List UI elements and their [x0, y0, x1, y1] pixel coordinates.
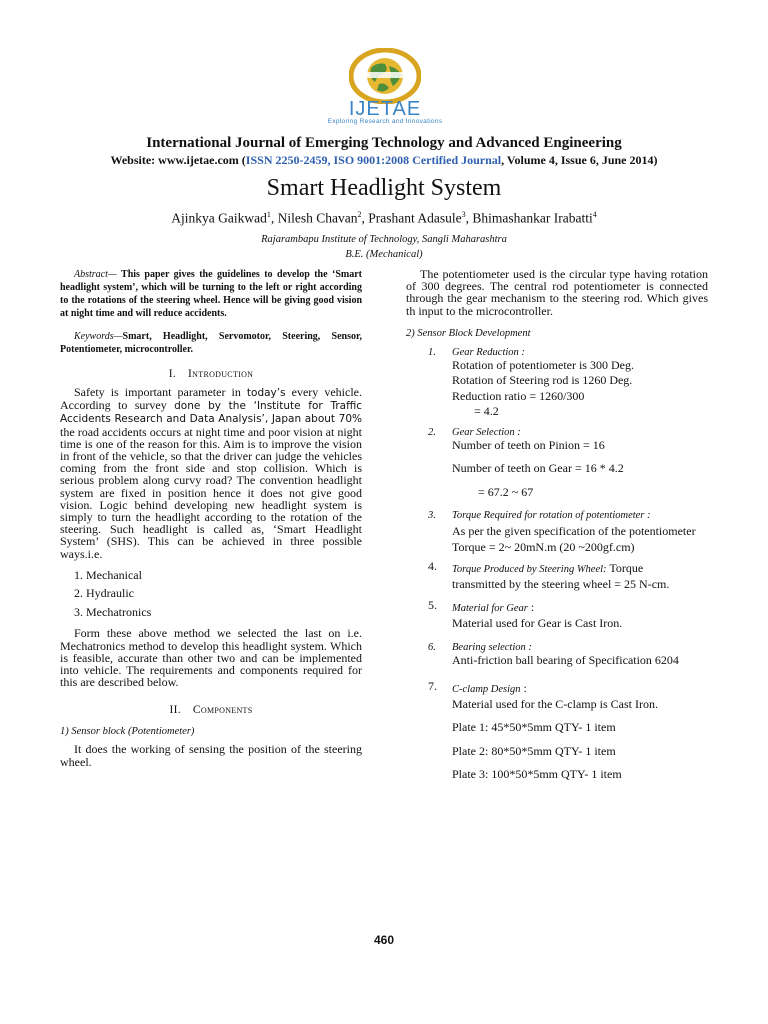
intro-paragraph-1	[60, 386, 362, 560]
item-line: Material used for Gear is Cast Iron.	[452, 615, 623, 630]
author-sep: ,	[465, 210, 473, 226]
section-title: Components	[192, 704, 253, 717]
abstract-label: Abstract—	[74, 269, 117, 280]
logo-wordmark: IJETAE	[348, 98, 422, 120]
logo-tagline: Exploring Research and Innovations	[327, 118, 443, 125]
item-number: 2.	[428, 426, 436, 438]
item-number: 3.	[428, 510, 436, 522]
globe-logo-icon	[349, 48, 421, 104]
list-item-torque-produced	[406, 559, 708, 593]
potentiometer-paragraph: The potentiometer used is the circular type having rotation of 300 degrees. The central rod potentiometer is connected through the gear mechanism to the steering rod. Which gives th input to the microcontroller.	[406, 267, 708, 318]
intro-text: done by the ‘Institute for Traffic Accidents Research and Data Analysis’, Japan about 70%	[60, 400, 362, 426]
issn-text: ISSN 2250-2459, ISO 9001:2008 Certified Journal	[245, 153, 502, 167]
list-item-gear-reduction	[406, 347, 708, 420]
paper-title: Smart Headlight System	[266, 175, 502, 201]
subsection-sensor-block-development: 2) Sensor Block Development	[406, 327, 531, 339]
item-label: Gear Selection :	[452, 426, 521, 438]
page-number: 460	[373, 933, 395, 947]
website-prefix: Website: www.ijetae.com (	[110, 153, 246, 167]
subsection-sensor-block: 1) Sensor block (Potentiometer)	[60, 726, 195, 738]
item-line: Plate 2: 80*50*5mm QTY- 1 item	[452, 743, 616, 758]
section-title: Introduction	[188, 368, 254, 380]
author-sup: 2	[357, 210, 362, 219]
intro-text: Safety is important parameter in	[74, 385, 247, 399]
affiliation: Rajarambapu Institute of Technology, Sangli Maharashtra	[261, 234, 507, 245]
section-number: II.	[169, 704, 181, 717]
list-item: 3. Mechatronics	[74, 604, 152, 619]
item-label: C-clamp Design	[452, 683, 521, 695]
item-line: = 67.2 ~ 67	[478, 484, 534, 499]
list-item-gear-selection	[406, 427, 708, 501]
item-label-tail: :	[520, 680, 527, 695]
item-line: Rotation of Steering rod is 1260 Deg.	[452, 373, 633, 388]
item-line: As per the given specification of the potentiometer	[452, 524, 696, 539]
keywords-text: Smart, Headlight, Servomotor, Steering, Sensor, Potentiometer, microcontroller.	[60, 331, 362, 355]
author-sep: ,	[270, 210, 278, 226]
item-line: Number of teeth on Gear = 16 * 4.2	[452, 461, 624, 476]
list-item-torque-required	[406, 510, 708, 555]
item-line: transmitted by the steering wheel = 25 N-cm.	[452, 577, 670, 592]
journal-name: International Journal of Emerging Technology and Advanced Engineering	[146, 135, 622, 151]
department: B.E. (Mechanical)	[345, 249, 423, 260]
item-number: 7.	[428, 678, 437, 693]
intro-text: every vehicle. According to survey	[60, 385, 363, 413]
item-line: Plate 3: 100*50*5mm QTY- 1 item	[452, 767, 622, 782]
author-name: Bhimashankar Irabatti	[472, 210, 593, 226]
item-label-tail: Torque	[606, 561, 644, 576]
author-name: Ajinkya Gaikwad	[171, 210, 267, 226]
item-label: Torque Required for rotation of potentiometer :	[452, 510, 651, 522]
item-label: Bearing selection :	[452, 642, 532, 654]
abstract	[60, 268, 362, 320]
item-number: 4.	[428, 559, 437, 574]
item-label-tail: :	[527, 599, 535, 614]
website-suffix: , Volume 4, Issue 6, June 2014)	[501, 153, 658, 167]
item-line: Plate 1: 45*50*5mm QTY- 1 item	[452, 720, 616, 735]
author-name: Nilesh Chavan	[277, 210, 358, 226]
list-item: 1. Mechanical	[74, 567, 142, 582]
item-number: 1.	[428, 346, 436, 358]
journal-website-line	[0, 153, 768, 168]
methods-list	[74, 566, 362, 622]
author-sup: 3	[461, 210, 466, 219]
item-line: Anti-friction ball bearing of Specification 6204	[452, 653, 679, 668]
author-sup: 1	[266, 210, 271, 219]
author-sep: ,	[361, 210, 369, 226]
author-list	[0, 210, 768, 227]
item-line: = 4.2	[474, 404, 499, 419]
journal-logo	[327, 48, 443, 125]
item-line: Material used for the C-clamp is Cast Iron.	[452, 696, 658, 711]
sensor-block-paragraph: It does the working of sensing the position of the steering wheel.	[60, 742, 362, 769]
intro-text: today’s	[246, 387, 286, 399]
list-item-bearing-selection	[406, 642, 708, 669]
item-line: Reduction ratio = 1260/300	[452, 388, 585, 403]
list-item-c-clamp-design	[406, 679, 708, 783]
item-line: Torque = 2~ 20mN.m (20 ~200gf.cm)	[452, 539, 635, 554]
item-label: Gear Reduction :	[452, 346, 525, 358]
author-sup: 4	[592, 210, 597, 219]
left-column	[60, 268, 362, 768]
item-line: Number of teeth on Pinion = 16	[452, 437, 605, 452]
item-label: Torque Produced by Steering Wheel:	[452, 564, 607, 576]
keywords-label: Keywords—	[74, 331, 123, 342]
list-item-material-gear	[406, 598, 708, 632]
intro-paragraph-2: Form these above method we selected the last on i.e. Mechatronics method to develop this headlight system. Which is feasible, accurate than other two and can be implemented into vehicle. The requirements and components required for this are described below.	[60, 626, 362, 690]
section-heading-introduction	[60, 368, 362, 380]
item-number: 5.	[428, 597, 437, 612]
item-line: Rotation of potentiometer is 300 Deg.	[452, 357, 634, 372]
author-name: Prashant Adasule	[368, 210, 462, 226]
list-item: 2. Hydraulic	[74, 586, 134, 601]
intro-text: the road accidents occurs at night time and poor vision at night time is one of the reason for this. Aim is to improve the vision in front of the vehicle, so that the driver can judge the vehicles coming from the front side and stop collision. Which is serious problem along curvy road? The convention headlight system are fixed in position hence it does not give good vision. Logic behind developing new headlight system is simply to turn the headlight according to the rotation of the steering. Such headlight is called as, ‘Smart Headlight System’ (SHS). This can be achieved in three possible ways.i.e.	[60, 424, 362, 561]
item-label: Material for Gear	[452, 602, 528, 614]
section-heading-components	[60, 704, 362, 716]
item-number: 6.	[428, 642, 436, 654]
section-number: I.	[168, 368, 177, 380]
right-column	[406, 268, 708, 783]
keywords	[60, 330, 362, 356]
abstract-text: This paper gives the guidelines to develop the ‘Smart headlight system’, which will be turning to the left or right according to the rotations of the steering wheel. Hence will be giving good vision at night time and will reduce accidents.	[60, 269, 362, 319]
